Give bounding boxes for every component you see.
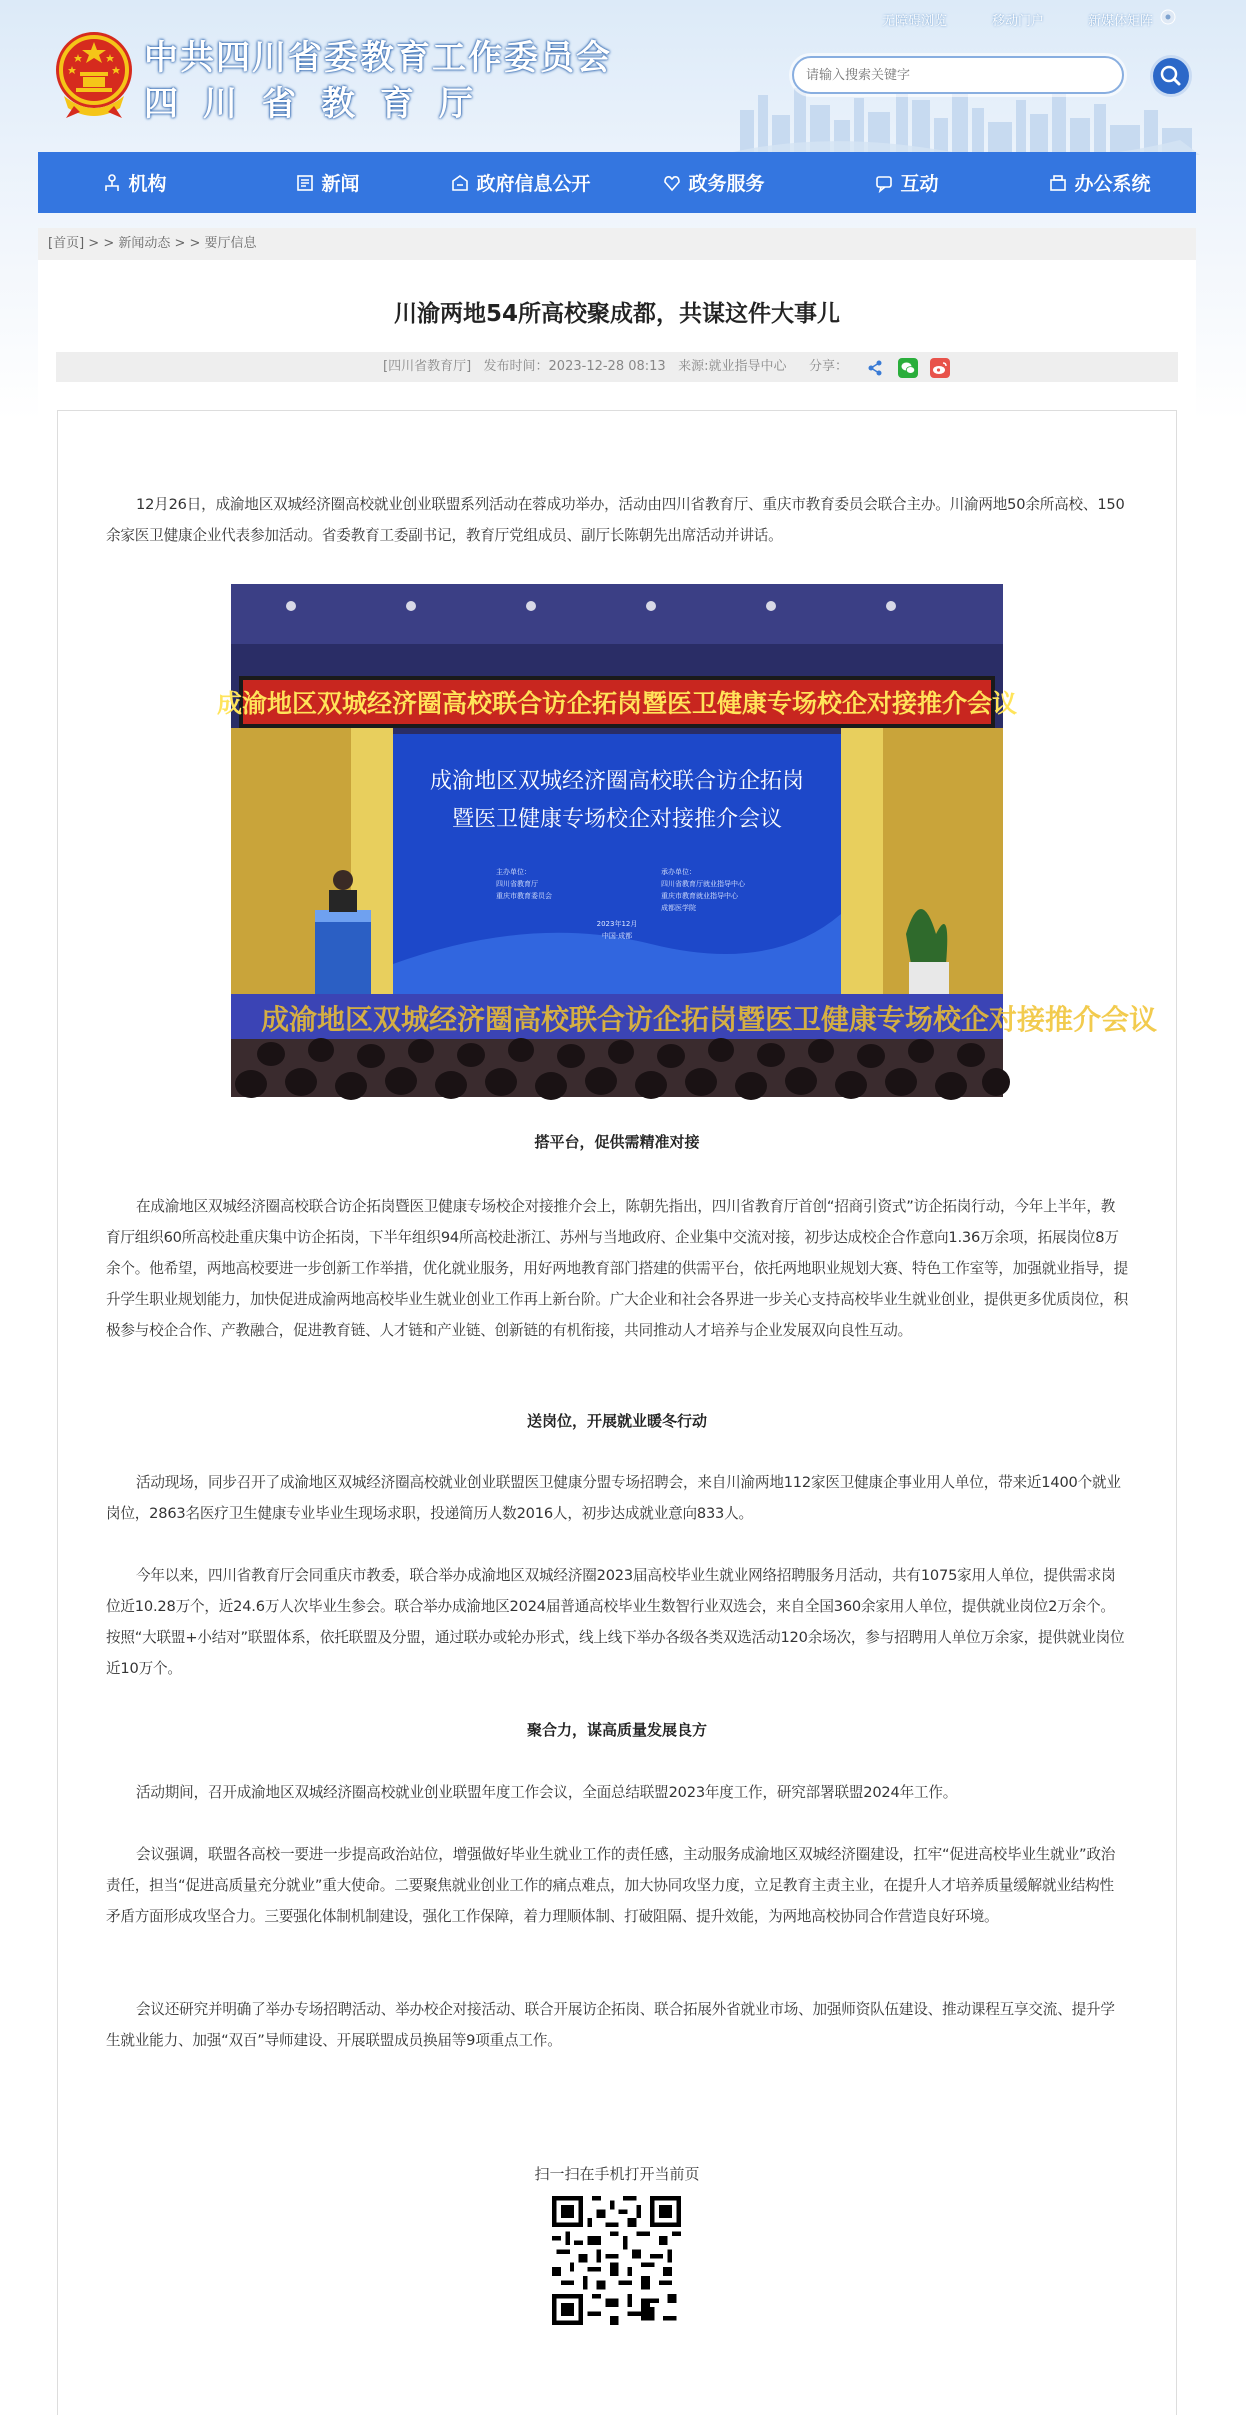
breadcrumb-separator: > > bbox=[170, 236, 205, 251]
wechat-share-icon[interactable] bbox=[898, 358, 918, 378]
breadcrumb-news[interactable]: 新闻动态 bbox=[118, 236, 171, 251]
photo-screen-date: 2023年12月 bbox=[596, 920, 638, 928]
accessibility-link[interactable]: 无障碍浏览 bbox=[882, 14, 948, 29]
nav-item-gov-info[interactable] bbox=[424, 152, 617, 213]
photo-stage-banner-text: 成渝地区双城经济圈高校联合访企拓岗暨医卫健康专场校企对接推介会议 bbox=[261, 1003, 1158, 1036]
national-emblem-icon[interactable] bbox=[50, 28, 138, 120]
search-input[interactable] bbox=[806, 65, 1106, 85]
new-media-dropdown-icon[interactable] bbox=[1160, 9, 1176, 25]
qr-caption: 扫一扫在手机打开当前页 bbox=[534, 2165, 700, 2183]
article-paragraph: 会议强调，联盟各高校一要进一步提高政治站位，增强做好毕业生就业工作的责任感，主动服务成渝地区双城经济圈建设，扛牢“促进高校毕业生就业”政治责任，担当“促进高质量充分就业”重大使命。二要聚焦就业创业工作的痛点难点，加大协同攻坚力度，立足教育主责主业，在提升人才培养质量缓解就业结构性矛盾方面形成攻坚合力。三要强化体制机制建设，强化工作保障，着力理顺体制、打破阻隔、提升效能，为两地高校协同合作营造良好环境。 bbox=[106, 1846, 1116, 1925]
search-icon bbox=[1153, 58, 1189, 94]
photo-banner-text: 成渝地区双城经济圈高校联合访企拓岗暨医卫健康专场校企对接推介会议 bbox=[216, 689, 1018, 718]
article-photo bbox=[216, 584, 1158, 1097]
photo-screen-host-label: 主办单位： bbox=[496, 868, 531, 876]
search-box bbox=[792, 56, 1124, 94]
news-icon bbox=[295, 173, 315, 193]
article-meta-bar bbox=[56, 352, 1178, 382]
breadcrumb bbox=[38, 228, 1196, 260]
photo-screen-org-2: 重庆市教育就业指导中心 bbox=[661, 892, 738, 900]
article-title: 川渝两地54所高校聚成都，共谋这件大事儿 bbox=[393, 301, 840, 327]
section-heading: 聚合力，谋高质量发展良方 bbox=[526, 1721, 707, 1739]
nav-label: 办公系统 bbox=[1074, 173, 1151, 195]
breadcrumb-section[interactable]: 要厅信息 bbox=[204, 236, 257, 251]
article-paragraph: 在成渝地区双城经济圈高校联合访企拓岗暨医卫健康专场校企对接推介会上，陈朝先指出，四川省教育厅首创“招商引资式”访企拓岗行动，今年上半年，教育厅组织60所高校赴重庆集中访企拓岗，下半年组织94所高校赴浙江、苏州与当地政府、企业集中交流对接，初步达成校企合作意向1.36万余项，拓展岗位8万余个。他希望，两地高校要进一步创新工作举措，优化就业服务，用好两地教育部门搭建的供需平台，依托两地职业规划大赛、特色工作室等，加强就业指导，提升学生职业规划能力，加快促进成渝两地高校毕业生就业创业工作再上新台阶。广大企业和社会各界进一步关心支持高校毕业生就业创业，提供更多优质岗位，积极参与校企合作、产教融合，促进教育链、人才链和产业链、创新链的有机衔接，共同推动人才培养与企业发展双向良性互动。 bbox=[106, 1198, 1128, 1339]
photo-screen-org-3: 成都医学院 bbox=[661, 904, 696, 912]
photo-screen-host-1: 四川省教育厅 bbox=[496, 880, 538, 888]
section-heading: 送岗位，开展就业暖冬行动 bbox=[526, 1412, 707, 1430]
nav-item-news[interactable] bbox=[231, 152, 424, 213]
new-media-link[interactable]: 新媒体矩阵 bbox=[1088, 14, 1154, 29]
breadcrumb-separator: > > bbox=[84, 236, 119, 251]
breadcrumb-home[interactable]: [首页] bbox=[48, 236, 85, 251]
article-paragraph: 活动期间，召开成渝地区双城经济圈高校就业创业联盟年度工作会议，全面总结联盟2023年度工作，研究部署联盟2024年工作。 bbox=[136, 1784, 958, 1801]
article-paragraph: 今年以来，四川省教育厅会同重庆市教委，联合举办成渝地区双城经济圈2023届高校毕业生就业网络招聘服务月活动，共有1075家用人单位，提供需求岗位近10.28万个，近24.6万人次毕业生参会。联合举办成渝地区2024届普通高校毕业生数智行业双选会，来自全国360余家用人单位，提供就业岗位2万余个。按照“大联盟+小结对”联盟体系，依托联盟及分盟，通过联办或轮办形式，线上线下举办各级各类双选活动120余场次，参与招聘用人单位万余家，提供就业岗位近10万个。 bbox=[106, 1567, 1125, 1677]
search-button[interactable] bbox=[1150, 55, 1192, 97]
qr-code-icon bbox=[552, 2196, 681, 2325]
nav-label: 政府信息公开 bbox=[476, 173, 591, 195]
nav-item-office[interactable] bbox=[1003, 152, 1196, 213]
share-icon[interactable] bbox=[866, 359, 884, 377]
nav-item-interaction[interactable] bbox=[810, 152, 1003, 213]
share-label: 分享： bbox=[809, 359, 849, 374]
main-nav bbox=[38, 152, 1196, 213]
photo-screen-line1: 成渝地区双城经济圈高校联合访企拓岗 bbox=[429, 769, 805, 794]
interact-icon bbox=[874, 173, 894, 193]
article-paragraph: 会议还研究并明确了举办专场招聘活动、举办校企对接活动、联合开展访企拓岗、联合拓展外省就业市场、加强师资队伍建设、推动课程互享交流、提升学生就业能力、加强“双百”导师建设、开展联盟成员换届等9项重点工作。 bbox=[106, 2001, 1115, 2049]
nav-label: 新闻 bbox=[321, 173, 360, 195]
mobile-portal-link[interactable]: 移动门户 bbox=[992, 14, 1045, 29]
section-heading: 搭平台，促供需精准对接 bbox=[534, 1133, 700, 1151]
nav-item-gov-service[interactable] bbox=[617, 152, 810, 213]
site-title-department: 四川省教育厅 bbox=[144, 84, 498, 124]
wechat-glyph-icon bbox=[898, 358, 918, 378]
office-icon bbox=[1048, 173, 1068, 193]
service-icon bbox=[662, 173, 682, 193]
article-paragraph: 12月26日，成渝地区双城经济圈高校就业创业联盟系列活动在蓉成功举办，活动由四川省教育厅、重庆市教育委员会联合主办。川渝两地50余所高校、150余家医卫健康企业代表参加活动。省委教育工委副书记，教育厅党组成员、副厅长陈朝先出席活动并讲话。 bbox=[106, 496, 1125, 544]
conference-photo bbox=[216, 584, 1158, 1097]
nav-label: 政务服务 bbox=[688, 173, 765, 195]
weibo-share-icon[interactable] bbox=[930, 358, 950, 378]
site-title-committee: 中共四川省委教育工作委员会 bbox=[144, 38, 612, 78]
site-header bbox=[0, 0, 1246, 152]
nav-label: 互动 bbox=[900, 173, 939, 195]
weibo-glyph-icon bbox=[930, 358, 950, 378]
nav-label: 机构 bbox=[128, 173, 167, 195]
nav-item-organization[interactable] bbox=[38, 152, 231, 213]
article-paragraph: 活动现场，同步召开了成渝地区双城经济圈高校就业创业联盟医卫健康分盟专场招聘会，来自川渝两地112家医卫健康企事业用人单位，带来近1400个就业岗位，2863名医疗卫生健康专业毕业生现场求职，投递简历人数2016人，初步达成就业意向833人。 bbox=[106, 1474, 1121, 1522]
photo-screen-place: 中国·成都 bbox=[601, 932, 633, 940]
org-icon bbox=[102, 173, 122, 193]
info-icon bbox=[450, 173, 470, 193]
photo-screen-line2: 暨医卫健康专场校企对接推介会议 bbox=[451, 807, 783, 832]
photo-screen-org-1: 四川省教育厅就业指导中心 bbox=[661, 880, 745, 888]
photo-screen-host-2: 重庆市教育委员会 bbox=[496, 892, 552, 900]
article-meta: [四川省教育厅] 发布时间：2023-12-28 08:13 来源:就业指导中心 bbox=[383, 359, 787, 374]
photo-screen-org-label: 承办单位： bbox=[661, 868, 696, 876]
